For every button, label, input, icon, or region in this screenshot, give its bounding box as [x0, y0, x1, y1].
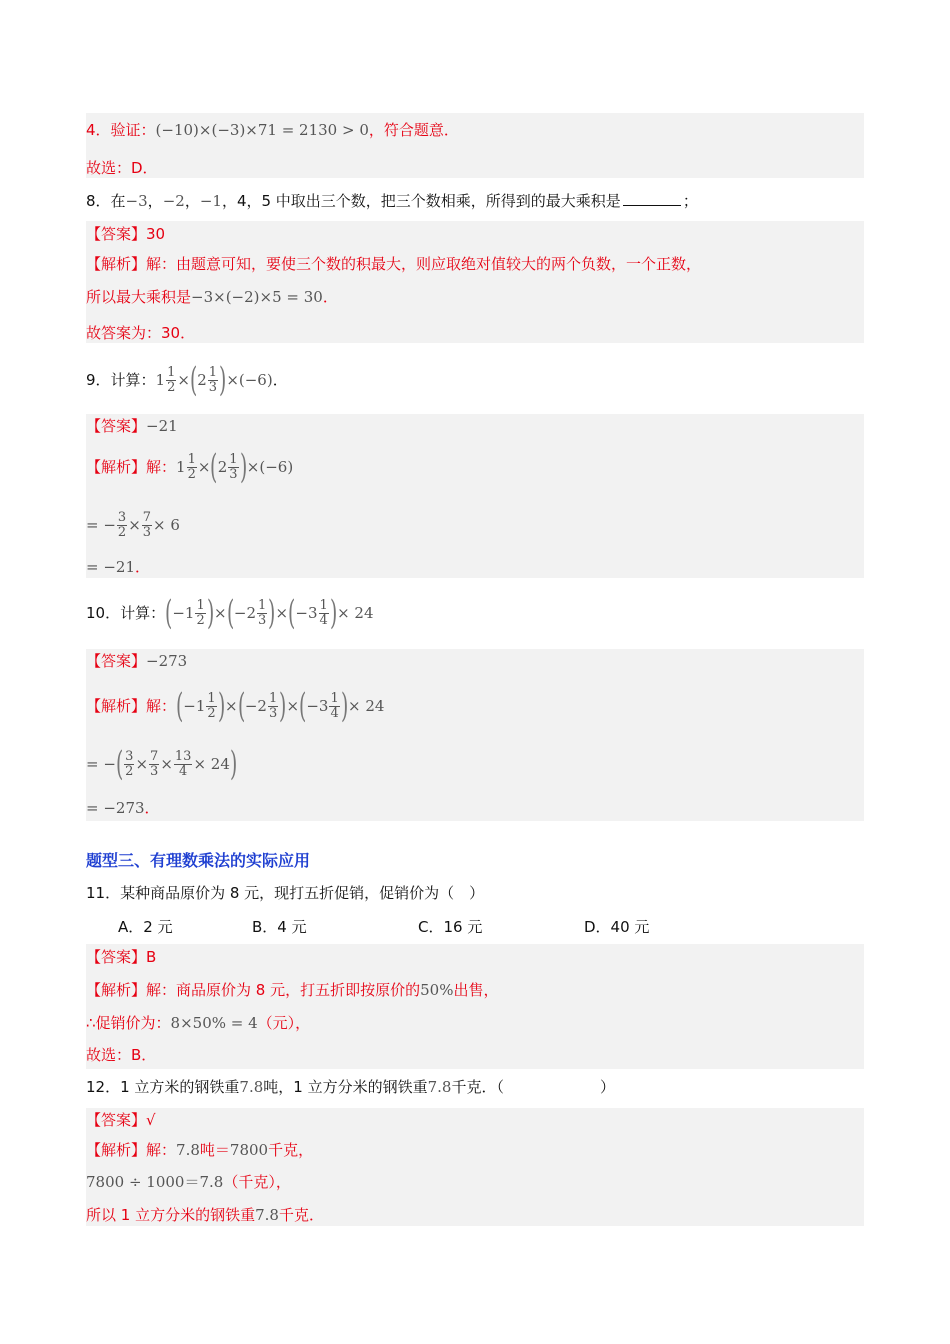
numerator: 1: [268, 690, 278, 706]
denominator: 2: [196, 612, 205, 628]
q8-answer-label: 【答案】: [86, 225, 147, 243]
q4-select: 故选：D．: [86, 159, 158, 177]
q11-line2-prefix: ∴促销价为：: [86, 1014, 171, 1032]
q8-sep2: ，: [184, 192, 200, 210]
denominator: 3: [258, 612, 267, 628]
q8-analysis-text: 解：由题意可知，要使三个数的积最大，则应取绝对值较大的两个负数，一个正数，: [146, 255, 702, 273]
frac-1-3: [257, 599, 267, 628]
q9-analysis-prefix: 解：: [146, 458, 177, 476]
numerator: 1: [319, 597, 328, 613]
denominator: 4: [179, 763, 188, 779]
q9-mixed-whole-2: 2: [197, 371, 207, 389]
q9-result: = −21: [86, 558, 135, 576]
denominator: 3: [150, 763, 159, 779]
q10-step1: [86, 744, 237, 784]
q10-answer-line: [86, 651, 187, 671]
denominator: 2: [187, 466, 196, 482]
q10-step2: [86, 798, 160, 818]
q8-line2-expr: −3×(−2)×5 = 30: [191, 288, 323, 306]
frac-7-3: [149, 750, 159, 779]
left-paren: (: [288, 593, 296, 633]
denominator: 4: [330, 705, 339, 721]
numerator: 1: [208, 364, 218, 380]
left-paren: (: [115, 744, 124, 784]
times-sign: ×: [177, 371, 190, 389]
numerator: 1: [207, 690, 216, 706]
times-sign: ×: [197, 458, 211, 476]
q10-stem: [86, 593, 374, 633]
times-sign: ×: [128, 516, 141, 534]
q8-answer-line: [86, 224, 165, 244]
left-paren: (: [176, 686, 184, 726]
q9-answer-line: [86, 416, 178, 436]
frac-7-3: [142, 511, 152, 540]
equals-minus: = −: [86, 516, 116, 534]
denominator: 2: [207, 705, 216, 721]
denominator: 2: [167, 379, 176, 395]
times-sign: ×: [224, 697, 238, 715]
q9-frac-1-2: [166, 366, 176, 395]
times-24: × 24: [348, 697, 385, 715]
q9-answer-block: [86, 414, 864, 578]
q8-analysis-label: 【解析】: [86, 255, 147, 273]
q12-a-v1: 7.8: [176, 1141, 200, 1159]
q9-times-neg6: ×(−6): [246, 458, 294, 476]
right-paren: ): [268, 593, 276, 633]
mixed-whole: −1: [172, 604, 195, 622]
q11-final: 故选：B．: [86, 1046, 157, 1064]
q10-stem-label: 10．计算：: [86, 604, 166, 622]
q12-line2-end: （千克），: [223, 1173, 291, 1191]
frac-1-3: [268, 692, 278, 721]
q10-analysis-label: 【解析】: [86, 697, 147, 715]
frac-1-2: [206, 692, 216, 721]
right-paren: ): [239, 447, 247, 487]
left-paren: (: [299, 686, 307, 726]
q8-stem: [86, 191, 698, 211]
q12-analysis-line2: [86, 1172, 291, 1192]
q11-analysis-text: 解：商品原价为 8 元，打五折即按原价的: [146, 981, 421, 999]
q9-stem-label: 9．计算：: [86, 371, 156, 389]
q10-result: = −273: [86, 799, 145, 817]
times-sign: ×: [160, 755, 173, 773]
q11-choice-b: B．4 元: [252, 918, 307, 936]
q8-line2-end: ．: [322, 288, 338, 306]
mixed-whole: −1: [183, 697, 206, 715]
mixed-whole: −2: [244, 697, 267, 715]
numerator: 3: [117, 509, 127, 525]
q8-analysis-line: [86, 254, 701, 274]
q12-a-v2: 7800: [229, 1141, 269, 1159]
numerator: 3: [125, 748, 134, 764]
right-paren: ): [340, 686, 349, 726]
right-paren: ): [219, 360, 227, 400]
q8-n2: −2: [162, 192, 185, 210]
q9-step2-end: ．: [135, 558, 151, 576]
times-sign: ×: [214, 604, 227, 622]
q10-answer-label: 【答案】: [86, 652, 147, 670]
numerator: 1: [258, 597, 267, 613]
mixed-whole: −2: [233, 604, 256, 622]
q10-analysis-prefix: 解：: [146, 697, 177, 715]
q9-analysis-line: [86, 447, 293, 487]
q11-analysis-line2: [86, 1013, 310, 1033]
q11-choice-c: C．16 元: [418, 918, 483, 936]
q12-analysis-label: 【解析】: [86, 1141, 147, 1159]
times-6: × 6: [153, 516, 180, 534]
frac-1-2: [195, 599, 205, 628]
q9-stem-end: ．: [272, 371, 288, 389]
q8-final: 故答案为：30．: [86, 324, 196, 342]
q8-sep1: ，: [147, 192, 163, 210]
q11-line2-expr: 8×50% = 4: [170, 1014, 258, 1032]
q8-answer-blank: [623, 191, 681, 206]
q12-stem-b: 吨，1 立方分米的钢铁重: [263, 1078, 428, 1096]
q9-step2: [86, 557, 150, 577]
q12-stem-d: ）: [599, 1078, 615, 1096]
q11-answer-value: B: [146, 948, 157, 966]
right-paren: ): [229, 744, 238, 784]
denominator: 3: [208, 379, 218, 395]
q9-frac-1-2: [187, 453, 197, 482]
q12-line3-end: 千克．: [278, 1206, 324, 1224]
times-24: × 24: [193, 755, 230, 773]
q10-step2-end: ．: [144, 799, 160, 817]
q11-analysis-pct: 50%: [420, 981, 454, 999]
q12-stem-v2: 7.8: [427, 1078, 452, 1096]
q12-stem-v1: 7.8: [239, 1078, 264, 1096]
q12-line3-v: 7.8: [255, 1206, 279, 1224]
mixed-whole: −3: [295, 604, 318, 622]
q12-analysis-line3: [86, 1205, 324, 1225]
q9-answer-value: −21: [146, 417, 178, 435]
right-paren: ): [206, 593, 215, 633]
q12-a-t1: 吨＝: [199, 1141, 230, 1159]
right-paren: ): [329, 593, 338, 633]
numerator: 13: [174, 748, 192, 764]
frac-1-4: [329, 692, 339, 721]
q8-analysis-line2: [86, 287, 338, 307]
q11-answer-block: [86, 944, 864, 1069]
q8-answer-block: [86, 221, 864, 343]
times-sign: ×: [135, 755, 149, 773]
times-sign: ×: [286, 697, 300, 715]
numerator: 1: [187, 451, 196, 467]
q12-stem-c: 千克．（: [451, 1078, 504, 1096]
q11-answer-line: [86, 947, 156, 967]
mixed-whole: −3: [306, 697, 329, 715]
q10-answer-block: [86, 649, 864, 821]
q12-a-t2: 千克，: [268, 1141, 314, 1159]
q9-mixed-whole: 1: [155, 371, 166, 389]
section-title: 题型三、有理数乘法的实际应用: [86, 851, 311, 870]
q12-line3-prefix: 所以 1 立方分米的钢铁重: [86, 1206, 256, 1224]
q11-analysis-label: 【解析】: [86, 981, 147, 999]
denominator: 4: [319, 612, 328, 628]
q11-answer-label: 【答案】: [86, 948, 147, 966]
frac-13-4: [174, 750, 193, 779]
q9-step1: [86, 505, 180, 545]
q4-verify-label: 4．验证：: [86, 121, 156, 139]
denominator: 3: [268, 705, 278, 721]
q10-answer-value: −273: [146, 652, 188, 670]
q12-stem-a: 12．1 立方米的钢铁重: [86, 1078, 240, 1096]
q8-stem-prefix: 8．在: [86, 192, 126, 210]
q8-stem-rest: ，4，5 中取出三个数，把三个数相乘，所得到的最大乘积是: [221, 192, 621, 210]
right-paren: ): [217, 686, 225, 726]
left-paren: (: [165, 593, 173, 633]
numerator: 7: [142, 509, 152, 525]
q10-analysis-line: [86, 686, 384, 726]
left-paren: (: [189, 360, 198, 400]
q9-answer-label: 【答案】: [86, 417, 147, 435]
q8-n3: −1: [199, 192, 222, 210]
q9-stem: [86, 360, 288, 400]
right-paren: ): [279, 686, 287, 726]
q11-analysis-end: 出售，: [453, 981, 499, 999]
times-sign: ×: [275, 604, 289, 622]
q12-answer-line: [86, 1110, 156, 1130]
q11-choice-d: D．40 元: [584, 918, 650, 936]
q11-line2-end: （元），: [257, 1014, 311, 1032]
q12-analysis-prefix: 解：: [146, 1141, 177, 1159]
q4-verify-tail: ，符合题意．: [368, 121, 459, 139]
denominator: 2: [125, 763, 134, 779]
q8-answer-value: 30: [146, 225, 166, 243]
frac-3-2: [124, 750, 134, 779]
denominator: 3: [142, 524, 152, 540]
q9-mixed-whole-2: 2: [217, 458, 228, 476]
q12-line2-expr: 7800 ÷ 1000＝7.8: [86, 1173, 224, 1191]
q8-n1: −3: [125, 192, 148, 210]
numerator: 1: [330, 690, 339, 706]
times-24: × 24: [337, 604, 374, 622]
q12-answer-value: √: [146, 1111, 156, 1129]
numerator: 1: [229, 451, 238, 467]
frac-1-4: [319, 599, 329, 628]
numerator: 7: [150, 748, 159, 764]
left-paren: (: [210, 447, 218, 487]
q8-line2-prefix: 所以最大乘积是: [86, 288, 192, 306]
equals-minus: = −: [86, 755, 116, 773]
denominator: 3: [229, 466, 238, 482]
q11-stem: 11．某种商品原价为 8 元，现打五折促销，促销价为（ ）: [86, 884, 485, 902]
q8-stem-end: ；: [682, 192, 698, 210]
denominator: 2: [117, 524, 127, 540]
q11-analysis-line: [86, 980, 498, 1000]
q12-answer-label: 【答案】: [86, 1111, 147, 1129]
left-paren: (: [226, 593, 234, 633]
frac-3-2: [117, 511, 127, 540]
q4-verify-line: [86, 120, 459, 140]
q9-analysis-label: 【解析】: [86, 458, 147, 476]
numerator: 1: [196, 597, 205, 613]
q12-stem: [86, 1077, 615, 1097]
numerator: 1: [167, 364, 176, 380]
q9-mixed-whole: 1: [176, 458, 186, 476]
q9-frac-1-3: [208, 366, 218, 395]
q4-verify-expr: (−10)×(−3)×71 = 2130 > 0: [155, 121, 369, 139]
q11-choice-a: A．2 元: [118, 918, 173, 936]
left-paren: (: [237, 686, 245, 726]
q9-frac-1-3: [228, 453, 238, 482]
q9-times-neg6: ×(−6): [226, 371, 273, 389]
q12-analysis-line: [86, 1140, 313, 1160]
